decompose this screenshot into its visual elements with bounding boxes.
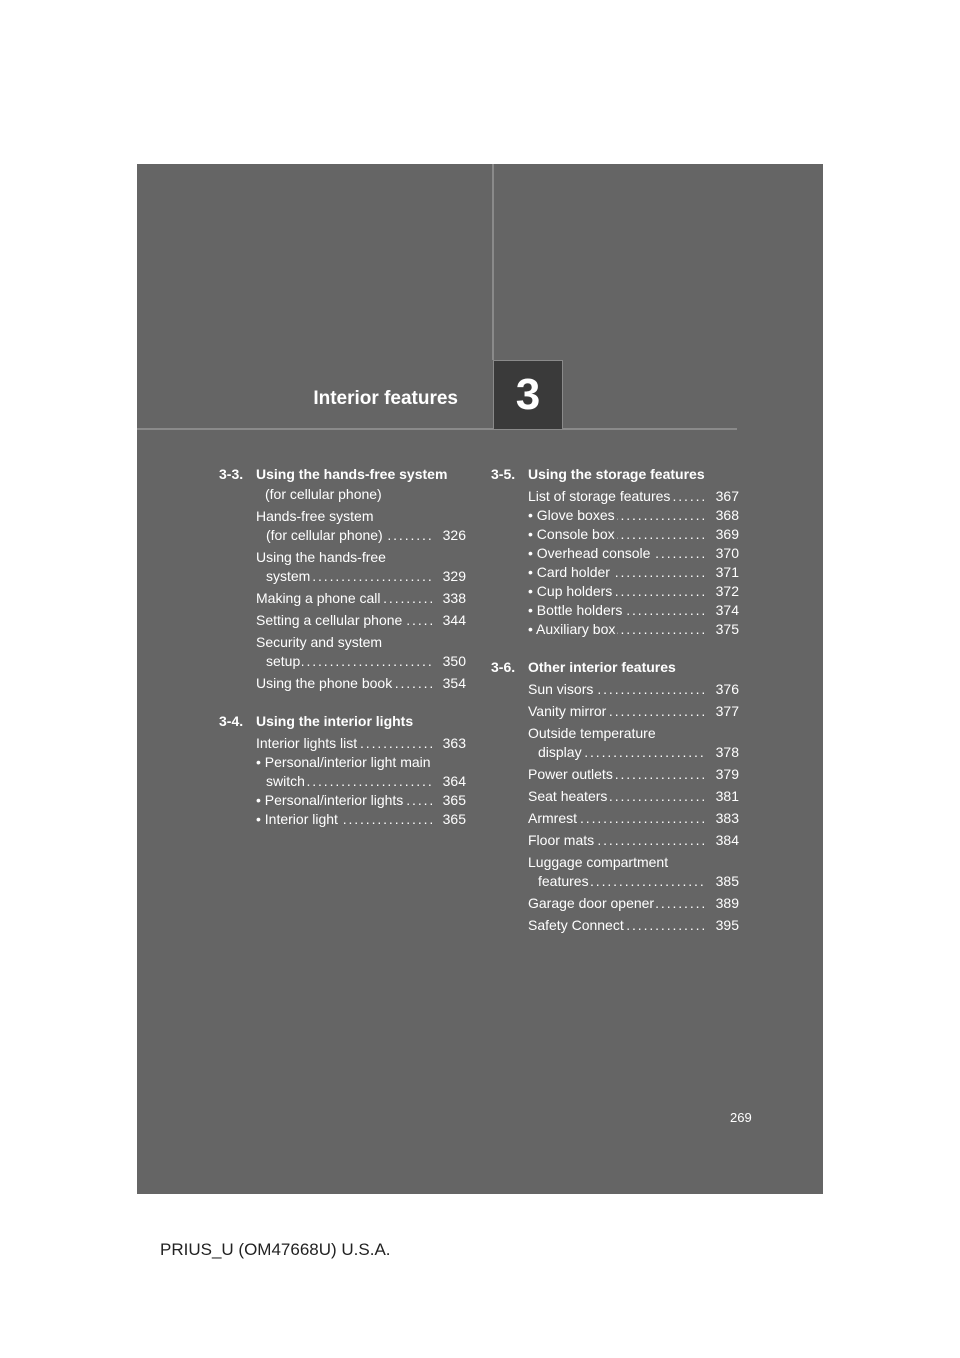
toc-entry-title-text: • Card holder — [528, 564, 610, 580]
toc-entry-page: 371 — [705, 563, 739, 582]
toc-entry[interactable] — [528, 563, 739, 582]
toc-entry[interactable] — [528, 680, 739, 699]
toc-entry-title — [256, 734, 432, 753]
toc-entry-title — [528, 916, 705, 935]
toc-entry[interactable] — [256, 589, 466, 608]
toc-entry-title: Hands-free system — [256, 508, 374, 524]
toc-entry-title — [528, 787, 705, 806]
toc-entry-page: 377 — [705, 702, 739, 721]
toc-entry[interactable] — [256, 753, 466, 791]
section-heading-text: Other interior features — [528, 659, 676, 675]
toc-entry[interactable] — [528, 582, 739, 601]
toc-entry-title-cont — [538, 743, 705, 762]
toc-entry-page: 372 — [705, 582, 739, 601]
toc-entry[interactable] — [528, 853, 739, 891]
toc-entry-page: 369 — [705, 525, 739, 544]
toc-entry-title — [528, 702, 705, 721]
toc-entry-page: 365 — [432, 810, 466, 829]
toc-entry-title-text: Seat heaters — [528, 788, 608, 804]
toc-entry-page: 378 — [705, 743, 739, 762]
toc-entry-continuation — [528, 872, 739, 891]
toc-entry[interactable] — [528, 787, 739, 806]
toc-entry-title — [256, 674, 432, 693]
toc-entry-title-text: • Glove boxes — [528, 507, 615, 523]
toc-entry-title — [528, 680, 705, 699]
toc-entry-page: 381 — [705, 787, 739, 806]
vertical-divider — [492, 164, 494, 360]
toc-entry-title — [256, 589, 432, 608]
toc-entry-list — [219, 734, 466, 829]
footer-text: PRIUS_U (OM47668U) U.S.A. — [160, 1240, 391, 1259]
section-number: 3-6. — [491, 659, 516, 675]
toc-entry-page: 375 — [705, 620, 739, 639]
horizontal-divider — [137, 428, 737, 430]
toc-section — [491, 657, 739, 935]
toc-entry-page: 344 — [432, 611, 466, 630]
toc-entry-title-cont — [266, 652, 432, 671]
toc-entry-page: 383 — [705, 809, 739, 828]
toc-section — [491, 464, 739, 639]
toc-entry-title-text: • Cup holders — [528, 583, 613, 599]
toc-section — [219, 464, 466, 693]
toc-entry-continuation — [528, 743, 739, 762]
toc-entry-title-text: setup — [266, 653, 301, 669]
section-number: 3-3. — [219, 466, 244, 482]
toc-entry-title — [256, 611, 432, 630]
toc-entry[interactable] — [528, 525, 739, 544]
toc-entry[interactable] — [528, 601, 739, 620]
toc-entry-title — [528, 506, 705, 525]
toc-entry-title — [528, 894, 705, 913]
toc-entry-page: 326 — [432, 526, 466, 545]
toc-entry-page: 329 — [432, 567, 466, 586]
toc-entry-page: 368 — [705, 506, 739, 525]
toc-entry-title-text: switch — [266, 773, 305, 789]
toc-entry[interactable] — [528, 724, 739, 762]
toc-entry[interactable] — [528, 765, 739, 784]
toc-entry-title: Luggage compartment — [528, 854, 669, 870]
toc-entry-title-text: • Personal/interior lights — [256, 792, 404, 808]
toc-entry-list — [491, 680, 739, 935]
toc-entry-title-cont — [266, 526, 432, 545]
section-number: 3-5. — [491, 466, 516, 482]
toc-entry-title-text: • Interior light — [256, 811, 338, 827]
toc-entry-title-cont — [538, 872, 705, 891]
toc-entry-title-text: Safety Connect — [528, 917, 624, 933]
toc-entry-title-text: • Overhead console — [528, 545, 651, 561]
toc-entry-title — [528, 601, 705, 620]
toc-section-heading — [491, 657, 739, 677]
toc-entry-title: Using the hands-free — [256, 549, 386, 565]
toc-entry-title-text: Sun visors — [528, 681, 594, 697]
toc-entry-title-text: Vanity mirror — [528, 703, 607, 719]
toc-entry-title-cont — [266, 567, 432, 586]
toc-right-column — [491, 464, 739, 953]
toc-entry-title — [256, 791, 432, 810]
toc-entry-page: 365 — [432, 791, 466, 810]
toc-entry-title: Outside temperature — [528, 725, 656, 741]
toc-entry-title-text: List of storage features — [528, 488, 671, 504]
section-heading-text: Using the interior lights — [256, 713, 414, 729]
toc-entry[interactable] — [528, 506, 739, 525]
toc-entry[interactable] — [256, 611, 466, 630]
toc-entry-title-text: (for cellular phone) — [266, 527, 383, 543]
toc-entry-list — [491, 487, 739, 639]
toc-entry-page: 379 — [705, 765, 739, 784]
toc-entry-title-text: Interior lights list — [256, 735, 358, 751]
toc-entry-page: 374 — [705, 601, 739, 620]
toc-entry-title-text: • Bottle holders — [528, 602, 623, 618]
toc-entry-page: 370 — [705, 544, 739, 563]
toc-entry[interactable] — [256, 507, 466, 545]
toc-entry-title: • Personal/interior light main — [256, 754, 431, 770]
section-title: Interior features — [313, 388, 458, 409]
section-heading-text: Using the hands-free system — [256, 466, 448, 482]
toc-entry-title — [528, 487, 705, 506]
toc-entry-page: 350 — [432, 652, 466, 671]
toc-entry-title-text: features — [538, 873, 589, 889]
toc-entry[interactable] — [528, 809, 739, 828]
section-heading-subtitle: (for cellular phone) — [265, 486, 382, 502]
toc-entry-continuation — [256, 526, 466, 545]
toc-entry[interactable] — [528, 916, 739, 935]
toc-section — [219, 711, 466, 829]
toc-entry-list — [219, 507, 466, 693]
toc-entry-title-text: Setting a cellular phone — [256, 612, 403, 628]
toc-entry-title — [528, 525, 705, 544]
toc-entry-page: 364 — [432, 772, 466, 791]
toc-entry[interactable] — [256, 674, 466, 693]
toc-entry-page: 384 — [705, 831, 739, 850]
toc-entry-title-text: Power outlets — [528, 766, 613, 782]
page-number: 269 — [730, 1110, 752, 1125]
toc-entry-title-text: display — [538, 744, 582, 760]
section-number: 3-4. — [219, 713, 244, 729]
toc-entry-title-cont — [266, 772, 432, 791]
toc-entry[interactable] — [256, 734, 466, 753]
toc-section-heading — [219, 464, 466, 484]
toc-entry-title-text: • Console box — [528, 526, 615, 542]
toc-entry-continuation — [256, 652, 466, 671]
toc-entry[interactable] — [256, 633, 466, 671]
toc-section-heading — [219, 711, 466, 731]
toc-entry-title — [528, 620, 705, 639]
toc-entry-title-text: Making a phone call — [256, 590, 381, 606]
toc-entry[interactable] — [256, 548, 466, 586]
toc-entry[interactable] — [528, 544, 739, 563]
toc-entry-title-text: system — [266, 568, 311, 584]
toc-section-heading — [491, 464, 739, 484]
toc-left-column — [219, 464, 466, 847]
toc-entry-title — [528, 563, 705, 582]
toc-entry-page: 376 — [705, 680, 739, 699]
toc-entry-title — [528, 544, 705, 563]
toc-entry-title-text: Floor mats — [528, 832, 595, 848]
toc-entry[interactable] — [528, 894, 739, 913]
toc-entry-title: Security and system — [256, 634, 383, 650]
toc-entry[interactable] — [528, 702, 739, 721]
toc-entry-title-text: Armrest — [528, 810, 577, 826]
toc-entry-title — [528, 765, 705, 784]
toc-entry-title — [256, 810, 432, 829]
section-heading-text: Using the storage features — [528, 466, 705, 482]
toc-entry-page: 367 — [705, 487, 739, 506]
toc-entry[interactable] — [528, 831, 739, 850]
toc-entry-page: 338 — [432, 589, 466, 608]
toc-entry-title-text: • Auxiliary box — [528, 621, 616, 637]
toc-entry-continuation — [256, 772, 466, 791]
chapter-number-tab: 3 — [493, 360, 563, 429]
toc-entry-page: 395 — [705, 916, 739, 935]
toc-entry[interactable] — [528, 487, 739, 506]
toc-entry-page: 354 — [432, 674, 466, 693]
toc-entry-title-text: Garage door opener — [528, 895, 655, 911]
toc-entry-page: 385 — [705, 872, 739, 891]
toc-entry-page: 389 — [705, 894, 739, 913]
toc-entry[interactable] — [528, 620, 739, 639]
toc-entry-continuation — [256, 567, 466, 586]
toc-entry-title — [528, 809, 705, 828]
toc-entry-page: 363 — [432, 734, 466, 753]
toc-entry[interactable] — [256, 791, 466, 810]
toc-entry-title — [528, 831, 705, 850]
toc-entry-title-text: Using the phone book — [256, 675, 393, 691]
toc-entry-title — [528, 582, 705, 601]
toc-entry[interactable] — [256, 810, 466, 829]
